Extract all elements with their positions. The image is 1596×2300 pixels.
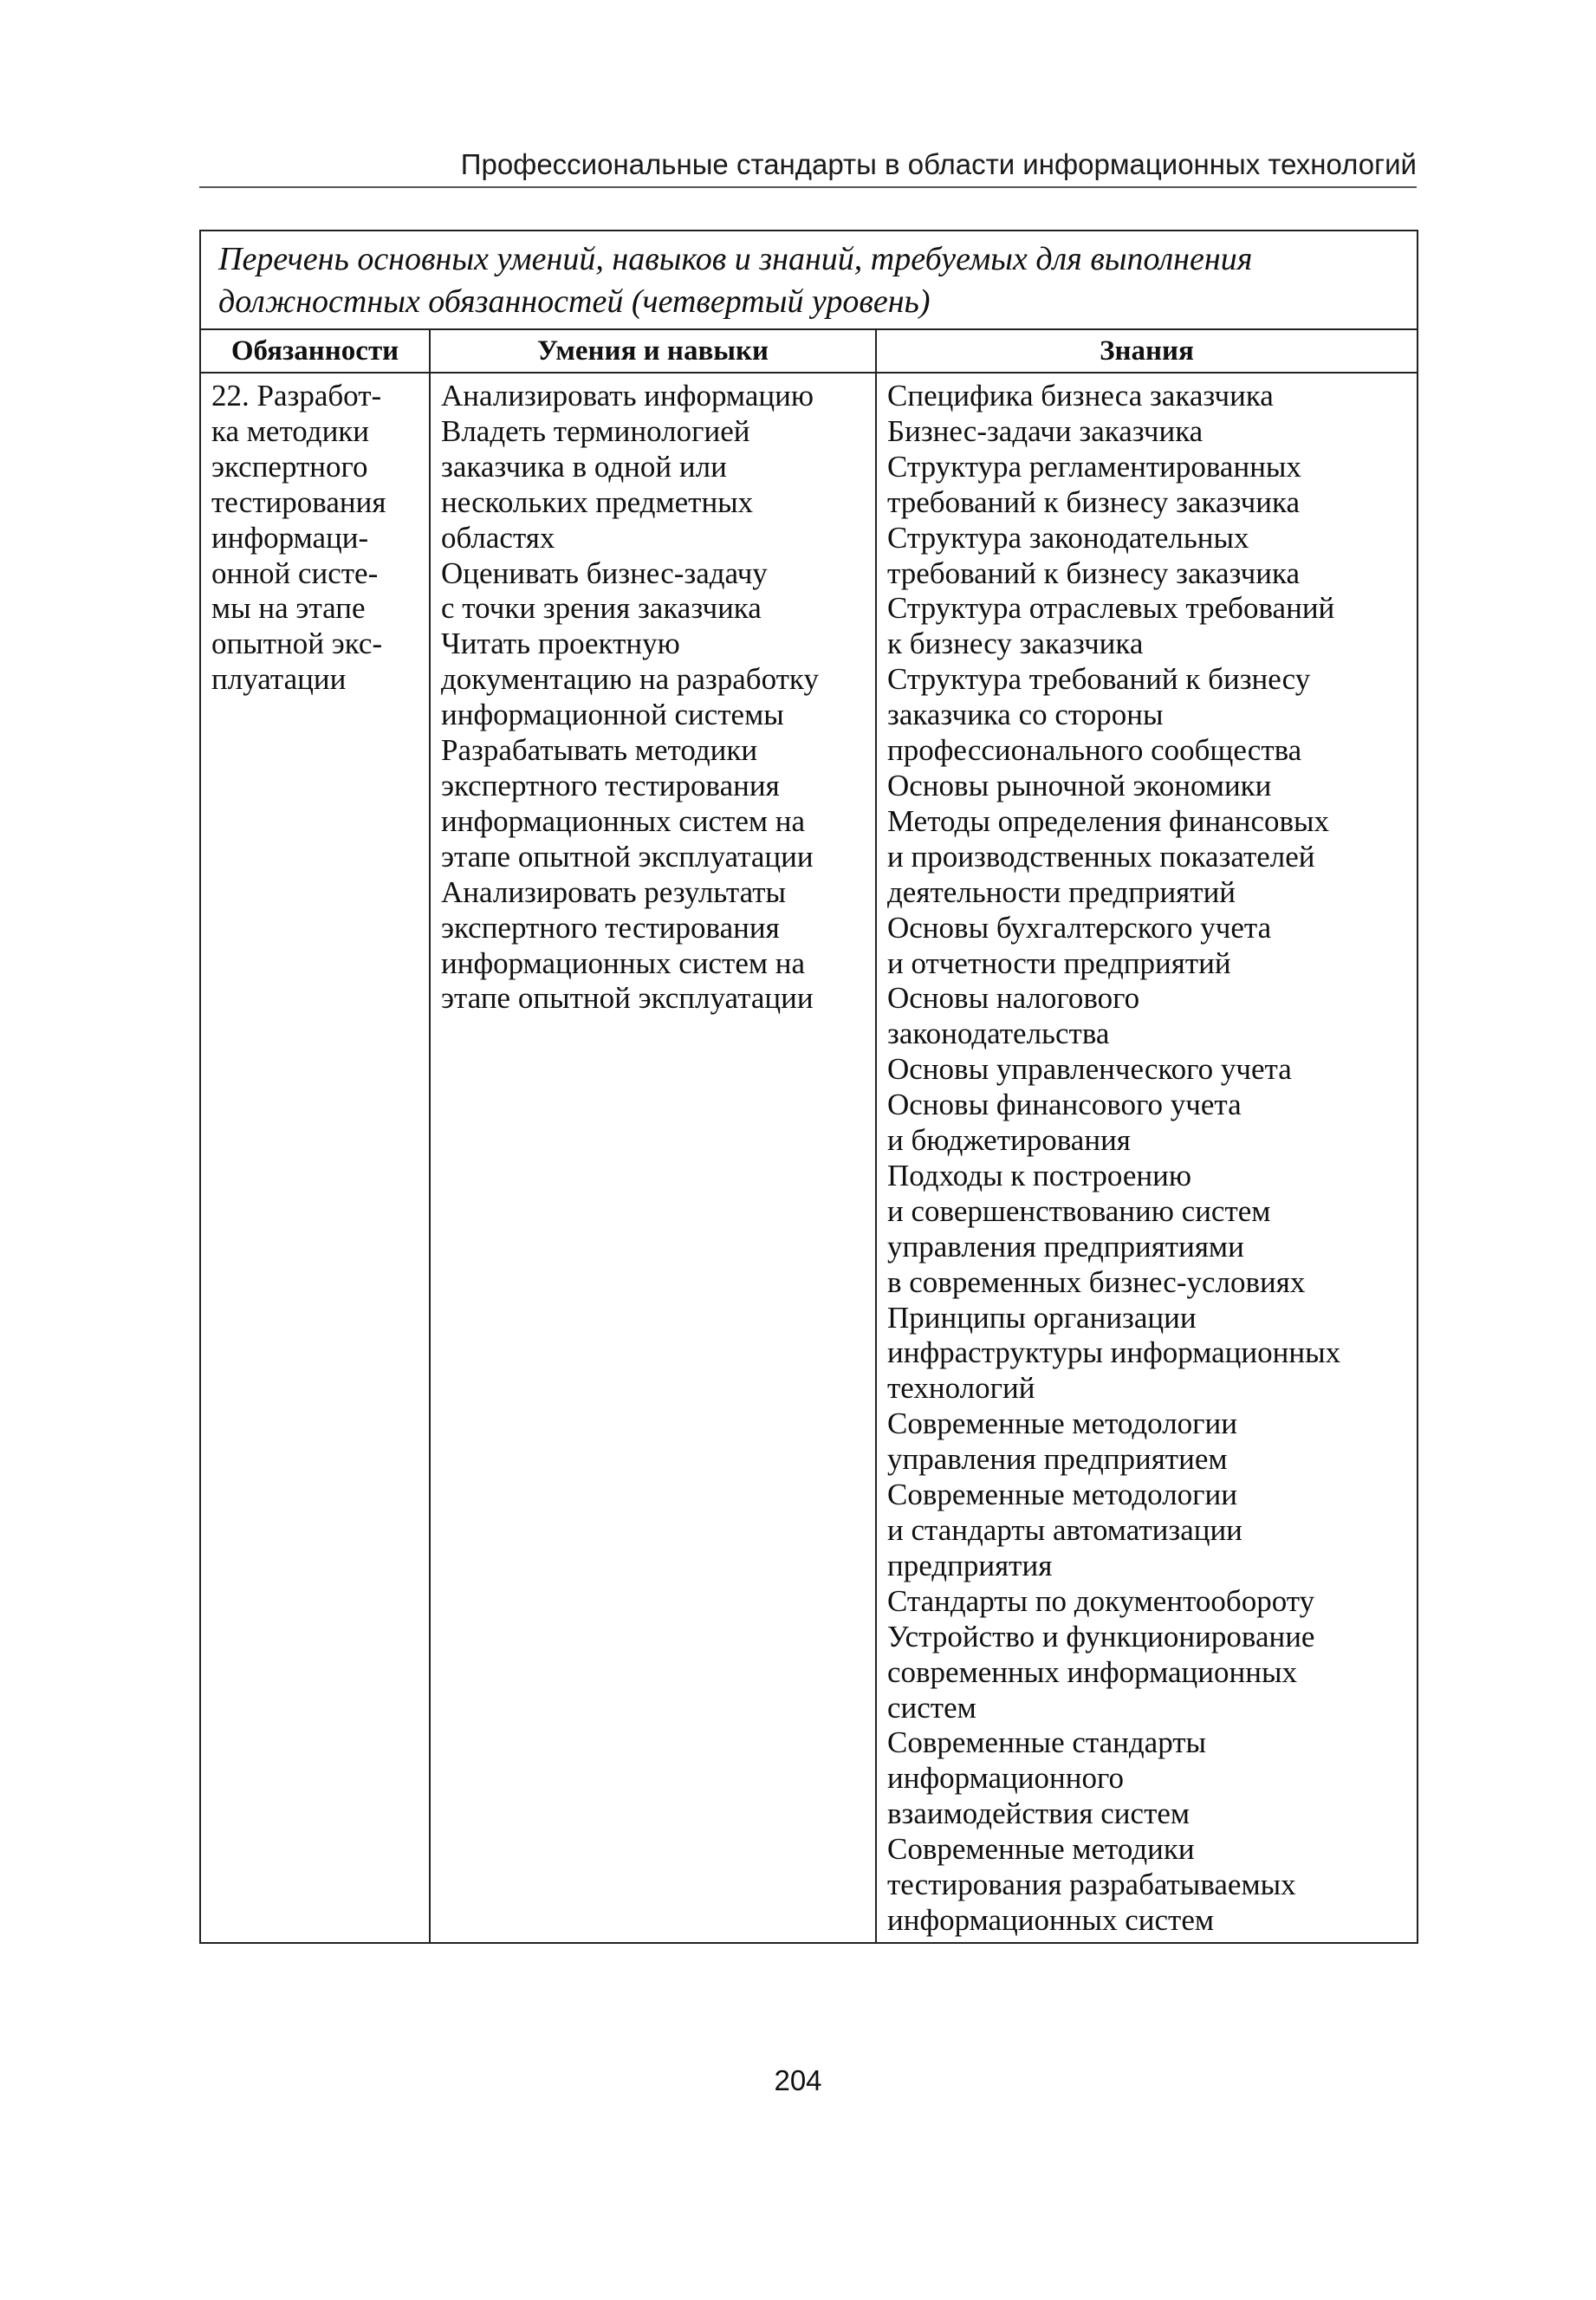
- cell-line: управления предприятиями: [887, 1229, 1244, 1264]
- table-caption-row: [200, 231, 1418, 329]
- column-header-knowledge: Знания: [876, 329, 1418, 373]
- cell-line: современных информационных: [887, 1654, 1297, 1689]
- cell-line: Стандарты по документообороту: [887, 1583, 1315, 1618]
- cell-line: и отчетности предприятий: [887, 945, 1231, 980]
- cell-line: 22. Разработ-: [211, 379, 382, 413]
- caption-line: Перечень основных умений, навыков и знаний, требуемых для выполнения: [218, 241, 1253, 277]
- cell-line: законодательства: [887, 1017, 1110, 1051]
- cell-line: Оценивать бизнес-задачу: [441, 556, 768, 590]
- cell-line: деятельности предприятий: [887, 874, 1236, 909]
- cell-line: плуатации: [211, 662, 347, 697]
- cell-line: Разрабатывать методики: [441, 733, 758, 768]
- cell-line: Подходы к построению: [887, 1158, 1191, 1192]
- cell-line: и стандарты автоматизации: [887, 1513, 1242, 1547]
- cell-line: Владеть терминологией: [441, 413, 750, 448]
- cell-line: с точки зрения заказчика: [441, 591, 762, 626]
- cell-line: Основы бухгалтерского учета: [887, 910, 1272, 945]
- table-caption: [200, 231, 1418, 329]
- cell-line: информационного: [887, 1761, 1124, 1796]
- cell-line: Анализировать результаты: [441, 874, 787, 909]
- column-header-duties: Обязанности: [200, 329, 430, 373]
- cell-line: документацию на разработку: [441, 662, 819, 697]
- cell-line: управления предприятием: [887, 1442, 1228, 1477]
- cell-line: ка методики: [211, 413, 370, 448]
- cell-line: к бизнесу заказчика: [887, 627, 1144, 661]
- header-row: [200, 329, 1418, 373]
- column-header-skills: Умения и навыки: [430, 329, 876, 373]
- cell-line: взаимодействия систем: [887, 1796, 1191, 1831]
- cell-line: онной систе-: [211, 556, 379, 590]
- cell-line: инфраструктуры информационных: [887, 1335, 1341, 1370]
- cell-line: Основы финансового учета: [887, 1088, 1242, 1122]
- cell-line: этапе опытной эксплуатации: [441, 839, 814, 874]
- cell-line: Современные методологии: [887, 1478, 1237, 1512]
- cell-line: Специфика бизнеса заказчика: [887, 379, 1274, 413]
- cell-line: информационных систем: [887, 1902, 1215, 1937]
- cell-line: экспертного тестирования: [441, 768, 780, 802]
- header-rule: [199, 186, 1417, 188]
- cell-line: в современных бизнес-условиях: [887, 1264, 1306, 1299]
- cell-line: Методы определения финансовых: [887, 803, 1330, 838]
- cell-line: экспертного: [211, 449, 368, 484]
- cell-line: экспертного тестирования: [441, 910, 780, 945]
- duties-cell: [200, 373, 430, 1943]
- cell-line: заказчика в одной или: [441, 449, 727, 484]
- cell-line: Современные стандарты: [887, 1725, 1207, 1760]
- cell-line: Структура требований к бизнесу: [887, 662, 1311, 697]
- cell-line: областях: [441, 520, 555, 555]
- cell-line: Структура отраслевых требований: [887, 591, 1335, 626]
- cell-line: Принципы организации: [887, 1300, 1197, 1335]
- cell-line: технологий: [887, 1371, 1035, 1406]
- cell-line: Устройство и функционирование: [887, 1619, 1315, 1654]
- cell-line: опытной экс-: [211, 627, 383, 661]
- cell-line: информаци-: [211, 520, 369, 555]
- cell-line: Основы управленческого учета: [887, 1052, 1292, 1087]
- cell-line: и производственных показателей: [887, 839, 1315, 874]
- cell-line: Современные методологии: [887, 1407, 1237, 1441]
- cell-line: нескольких предметных: [441, 484, 754, 519]
- cell-line: Структура регламентированных: [887, 449, 1301, 484]
- cell-line: Анализировать информацию: [441, 379, 814, 413]
- cell-line: тестирования разрабатываемых: [887, 1868, 1296, 1902]
- cell-line: Основы налогового: [887, 981, 1140, 1016]
- table-row: [200, 373, 1418, 1943]
- cell-line: Современные методики: [887, 1832, 1195, 1867]
- page-number: 204: [774, 2064, 822, 2096]
- caption-line: должностных обязанностей (четвертый уровень): [218, 283, 931, 320]
- cell-line: требований к бизнесу заказчика: [887, 484, 1301, 519]
- skills-cell: [430, 373, 876, 1943]
- cell-line: Основы рыночной экономики: [887, 768, 1272, 802]
- cell-line: требований к бизнесу заказчика: [887, 556, 1301, 590]
- cell-line: тестирования: [211, 484, 386, 519]
- cell-line: Структура законодательных: [887, 520, 1249, 555]
- cell-line: информационных систем на: [441, 945, 806, 980]
- cell-line: мы на этапе: [211, 591, 366, 626]
- cell-line: Читать проектную: [441, 627, 680, 661]
- knowledge-cell: [876, 373, 1418, 1943]
- cell-line: и бюджетирования: [887, 1123, 1131, 1158]
- cell-line: информационной системы: [441, 698, 784, 732]
- cell-line: систем: [887, 1690, 976, 1725]
- skills-table: [199, 230, 1418, 1944]
- cell-line: заказчика со стороны: [887, 698, 1164, 732]
- cell-line: и совершенствованию систем: [887, 1193, 1271, 1228]
- cell-line: этапе опытной эксплуатации: [441, 981, 814, 1016]
- cell-line: Бизнес-задачи заказчика: [887, 413, 1203, 448]
- cell-line: профессионального сообщества: [887, 733, 1302, 768]
- cell-line: предприятия: [887, 1548, 1053, 1582]
- running-head: Профессиональные стандарты в области информационных технологий: [460, 148, 1417, 180]
- cell-line: информационных систем на: [441, 803, 806, 838]
